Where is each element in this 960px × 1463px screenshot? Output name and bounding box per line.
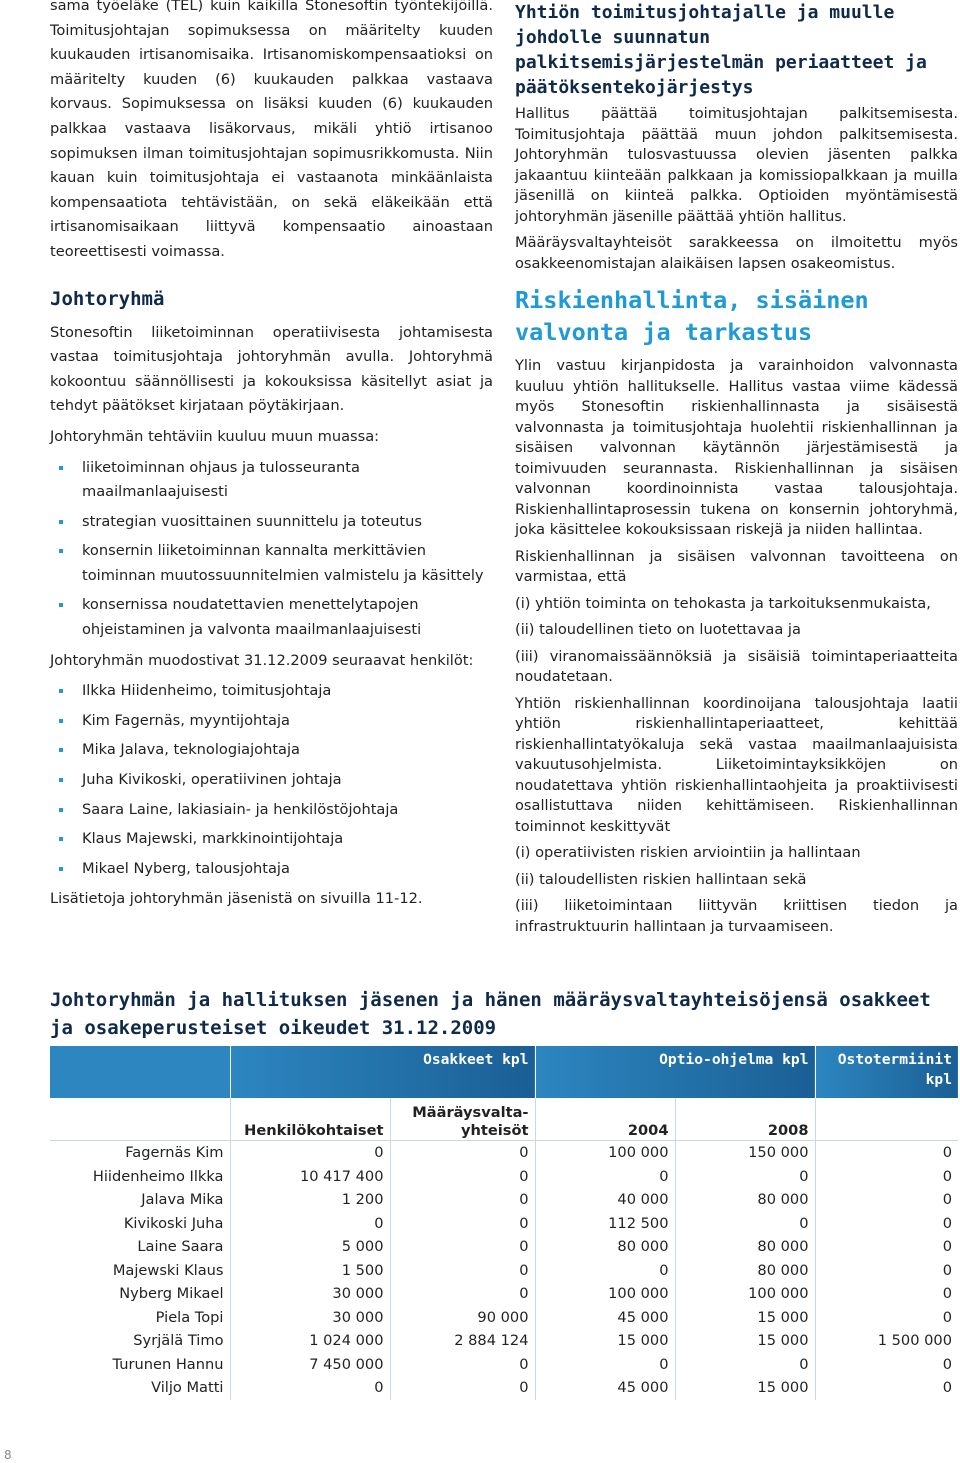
list-item: (i) operatiivisten riskien arviointiin ja hallintaan: [515, 844, 861, 861]
value-cell: 10 417 400: [230, 1165, 390, 1189]
value-cell: 0: [815, 1306, 958, 1330]
value-cell: 5 000: [230, 1235, 390, 1259]
value-cell: 0: [815, 1282, 958, 1306]
table-row: [50, 1235, 958, 1259]
page-number: 8: [4, 1448, 12, 1462]
value-cell: 0: [230, 1212, 390, 1236]
shares-table: [50, 1046, 958, 1400]
list-item: (ii) taloudellinen tieto on luotettavaa ja: [515, 621, 801, 638]
members-list: [50, 679, 493, 881]
person-name-cell: Hiidenheimo Ilkka: [92, 1167, 224, 1185]
table-row: [50, 1329, 958, 1353]
person-name-cell: Kivikoski Juha: [123, 1214, 224, 1232]
value-cell: 1 500: [230, 1259, 390, 1283]
value-cell: 1 024 000: [230, 1329, 390, 1353]
value-cell: 0: [390, 1212, 535, 1236]
value-cell: 0: [675, 1212, 815, 1236]
risk-goals-intro: Riskienhallinnan ja sisäisen valvonnan tavoitteena on varmistaa, että: [515, 547, 958, 585]
value-cell: 0: [535, 1165, 675, 1189]
list-item: strategian vuosittainen suunnittelu ja toteutus: [50, 510, 493, 535]
value-cell: 0: [815, 1188, 958, 1212]
management-team-paragraph: Stonesoftin liiketoiminnan operatiivisesta johtamisesta vastaa toimitusjohtaja johtoryhmän avulla. Johtoryhmä kokoontuu säännöllisesti ja kokouksissa käsitellyt asiat ja tehdyt päätökset kirjataan pöytäkirjaan.: [50, 323, 493, 415]
table-row: [50, 1141, 958, 1165]
value-cell: 0: [390, 1353, 535, 1377]
value-cell: 0: [390, 1235, 535, 1259]
col-personal-header: Henkilökohtaiset: [230, 1098, 390, 1141]
controlled-entities-note: Määräysvaltayhteisöt sarakkeessa on ilmoitettu myös osakkeenomistajan alaikäisen lapsen osakeomistus.: [515, 234, 958, 272]
value-cell: 112 500: [535, 1212, 675, 1236]
value-cell: 80 000: [535, 1235, 675, 1259]
table-row: [50, 1259, 958, 1283]
person-name-cell: Fagernäs Kim: [125, 1144, 224, 1162]
col-controlled-header: Määräysvalta-yhteisöt: [390, 1098, 535, 1141]
value-cell: 0: [390, 1259, 535, 1283]
table-row: [50, 1165, 958, 1189]
list-item: konsernissa noudatettavien menettelytapojen ohjeistaminen ja valvonta maailmanlaajuisesti: [50, 593, 493, 642]
table-row: [50, 1306, 958, 1330]
person-name-cell: Syrjälä Timo: [133, 1332, 224, 1350]
value-cell: 80 000: [675, 1188, 815, 1212]
list-item: (iii) viranomaissäännöksiä ja sisäisiä toimintaperiaatteita noudatetaan.: [515, 647, 958, 685]
list-item: Ilkka Hiidenheimo, toimitusjohtaja: [50, 679, 493, 704]
value-cell: 0: [390, 1282, 535, 1306]
tasks-intro: Johtoryhmän tehtäviin kuuluu muun muassa:: [50, 427, 380, 445]
value-cell: 0: [675, 1353, 815, 1377]
value-cell: 150 000: [675, 1141, 815, 1165]
list-item: Saara Laine, lakiasiain- ja henkilöstöjohtaja: [50, 798, 493, 823]
value-cell: 0: [535, 1353, 675, 1377]
value-cell: 30 000: [230, 1306, 390, 1330]
value-cell: 45 000: [535, 1306, 675, 1330]
table-header-blank: [50, 1098, 230, 1141]
options-group-header: Optio-ohjelma kpl: [535, 1046, 815, 1098]
list-item: (iii) liiketoimintaan liittyvän kriittisen tiedon ja infrastruktuurin hallintaan ja turvaamiseen.: [515, 897, 958, 935]
person-name-cell: Jalava Mika: [141, 1191, 224, 1209]
value-cell: 100 000: [535, 1141, 675, 1165]
table-header-blank: [50, 1046, 230, 1098]
right-column: [515, 0, 958, 943]
value-cell: 80 000: [675, 1259, 815, 1283]
value-cell: 45 000: [535, 1376, 675, 1400]
value-cell: 0: [815, 1212, 958, 1236]
value-cell: 0: [815, 1141, 958, 1165]
list-item: Mikael Nyberg, talousjohtaja: [50, 857, 493, 882]
value-cell: 0: [815, 1165, 958, 1189]
person-name-cell: Piela Topi: [155, 1308, 224, 1326]
table-group-header: [50, 1046, 958, 1098]
tasks-list: [50, 456, 493, 643]
shares-group-header: Osakkeet kpl: [230, 1046, 535, 1098]
list-item: konsernin liiketoiminnan kannalta merkittävien toiminnan muutossuunnitelmien valmistelu ja käsittely: [50, 539, 493, 588]
value-cell: 0: [815, 1259, 958, 1283]
table-row: [50, 1188, 958, 1212]
person-name-cell: Nyberg Mikael: [119, 1285, 224, 1303]
risk-paragraph: Ylin vastuu kirjanpidosta ja varainhoidon valvonnasta kuuluu yhtiön hallitukselle. Hallitus vastaa viime kädessä myös Stonesoftin riskienhallinnasta ja sisäisestä valvonnasta ja toimitusjohtaja huolehtii riskienhallinnan ja sisäisen valvonnan käytännön järjestämisestä ja toimivuuden seurannasta. Riskienhallinnan ja sisäisen valvonnan koordinoinnista vastaa talousjohtaja. Riskienhallintaprosessin tukena on konsernin johtoryhmä, joka käsittelee kokouksissaan riskejä ja niiden hallintaa.: [515, 357, 958, 538]
value-cell: 0: [390, 1165, 535, 1189]
members-intro: Johtoryhmän muodostivat 31.12.2009 seuraavat henkilöt:: [50, 651, 474, 669]
value-cell: 0: [230, 1376, 390, 1400]
list-item: Juha Kivikoski, operatiivinen johtaja: [50, 768, 493, 793]
value-cell: 2 884 124: [390, 1329, 535, 1353]
value-cell: 15 000: [535, 1329, 675, 1353]
value-cell: 40 000: [535, 1188, 675, 1212]
list-item: Mika Jalava, teknologiajohtaja: [50, 738, 493, 763]
value-cell: 0: [390, 1188, 535, 1212]
table-row: [50, 1376, 958, 1400]
table-row: [50, 1212, 958, 1236]
value-cell: 15 000: [675, 1306, 815, 1330]
table-header-blank: [815, 1098, 958, 1141]
management-team-heading: Johtoryhmä: [50, 287, 165, 310]
value-cell: 0: [815, 1376, 958, 1400]
list-item: Kim Fagernäs, myyntijohtaja: [50, 709, 493, 734]
table-row: [50, 1353, 958, 1377]
value-cell: 1 500 000: [815, 1329, 958, 1353]
risk-coordination-paragraph: Yhtiön riskienhallinnan koordinoijana talousjohtaja laatii yhtiön riskienhallintaperiaatteet, kehittää riskienhallintatyökaluja sekä vastaa maailmanlaajuisista vakuutusohjelmista. Liiketoimintayksikköjen on noudatettava yhtiön riskienhallintaohjeita ja proaktiivisesti osallistuttava niiden kehittämiseen. Riskienhallinnan toiminnot keskittyvät: [515, 694, 958, 835]
value-cell: 15 000: [675, 1329, 815, 1353]
list-item: (i) yhtiön toiminta on tehokasta ja tarkoituksenmukaista,: [515, 594, 931, 612]
col-2004-header: 2004: [535, 1098, 675, 1141]
remuneration-paragraph: Hallitus päättää toimitusjohtajan palkitsemisesta. Toimitusjohtaja päättää muun johdon palkitsemisesta. Johtoryhmän tulosvastuussa olevien jäsenten palkka jakaantuu kiinteään palkkaan ja komissiopalkkaan ja muilla jäsenillä on kiinteä palkka. Optioiden myöntämisestä johtoryhmän jäsenille päättää yhtiön hallitus.: [515, 105, 958, 225]
person-name-cell: Majewski Klaus: [112, 1261, 224, 1279]
person-name-cell: Laine Saara: [137, 1238, 224, 1256]
table-column-header: [50, 1098, 958, 1141]
table-body: [50, 1141, 958, 1400]
person-name-cell: Viljo Matti: [151, 1379, 224, 1397]
value-cell: 80 000: [675, 1235, 815, 1259]
table-row: [50, 1282, 958, 1306]
value-cell: 100 000: [675, 1282, 815, 1306]
person-name-cell: Turunen Hannu: [112, 1355, 224, 1373]
left-column: [50, 0, 493, 918]
more-info-paragraph: Lisätietoja johtoryhmän jäsenistä on sivuilla 11-12.: [50, 890, 423, 908]
list-item: (ii) taloudellisten riskien hallintaan sekä: [515, 870, 807, 888]
value-cell: 30 000: [230, 1282, 390, 1306]
list-item: Klaus Majewski, markkinointijohtaja: [50, 827, 493, 852]
value-cell: 90 000: [390, 1306, 535, 1330]
value-cell: 0: [675, 1165, 815, 1189]
value-cell: 0: [230, 1141, 390, 1165]
value-cell: 100 000: [535, 1282, 675, 1306]
value-cell: 7 450 000: [230, 1353, 390, 1377]
ceo-contract-paragraph: sama työeläke (TEL) kuin kaikilla Stonesoftin työntekijöillä. Toimitusjohtajan sopimuksessa on määritelty kuuden kuukauden irtisanomisaika. Irtisanomiskompensaatioksi on määritelty kuuden (6) kuukauden palkkaa vastaava korvaus. Sopimuksessa on lisäksi kuuden (6) kuukauden palkkaa vastaava lisäkorvaus, mikäli yhtiö irtisanoo sopimuksen ilman toimitusjohtajan sopimusrikkomusta. Niin kauan kuin toimitusjohtaja ei vastaanota minkäänlaista kompensaatiota tehtävistään, on sekä eläkeikään että irtisanomisaikaan liittyvä kompensaatio ainoastaan teoreettisesti voimassa.: [50, 0, 493, 260]
value-cell: 0: [815, 1235, 958, 1259]
remuneration-heading: Yhtiön toimitusjohtajalle ja muulle johdolle suunnatun palkitsemisjärjestelmän periaatteet ja päätöksentekojärjestys: [515, 2, 927, 98]
value-cell: 0: [815, 1353, 958, 1377]
list-item: liiketoiminnan ohjaus ja tulosseuranta maailmanlaajuisesti: [50, 456, 493, 505]
risk-management-heading: Riskienhallinta, sisäinen valvonta ja tarkastus: [515, 286, 869, 346]
value-cell: 0: [390, 1376, 535, 1400]
value-cell: 0: [535, 1259, 675, 1283]
shares-table-title: Johtoryhmän ja hallituksen jäsenen ja hänen määräysvaltayhteisöjensä osakkeet ja osakeperusteiset oikeudet 31.12.2009: [50, 989, 931, 1039]
value-cell: 0: [390, 1141, 535, 1165]
col-2008-header: 2008: [675, 1098, 815, 1141]
forwards-group-header: Ostotermiinit kpl: [815, 1046, 958, 1098]
value-cell: 15 000: [675, 1376, 815, 1400]
value-cell: 1 200: [230, 1188, 390, 1212]
